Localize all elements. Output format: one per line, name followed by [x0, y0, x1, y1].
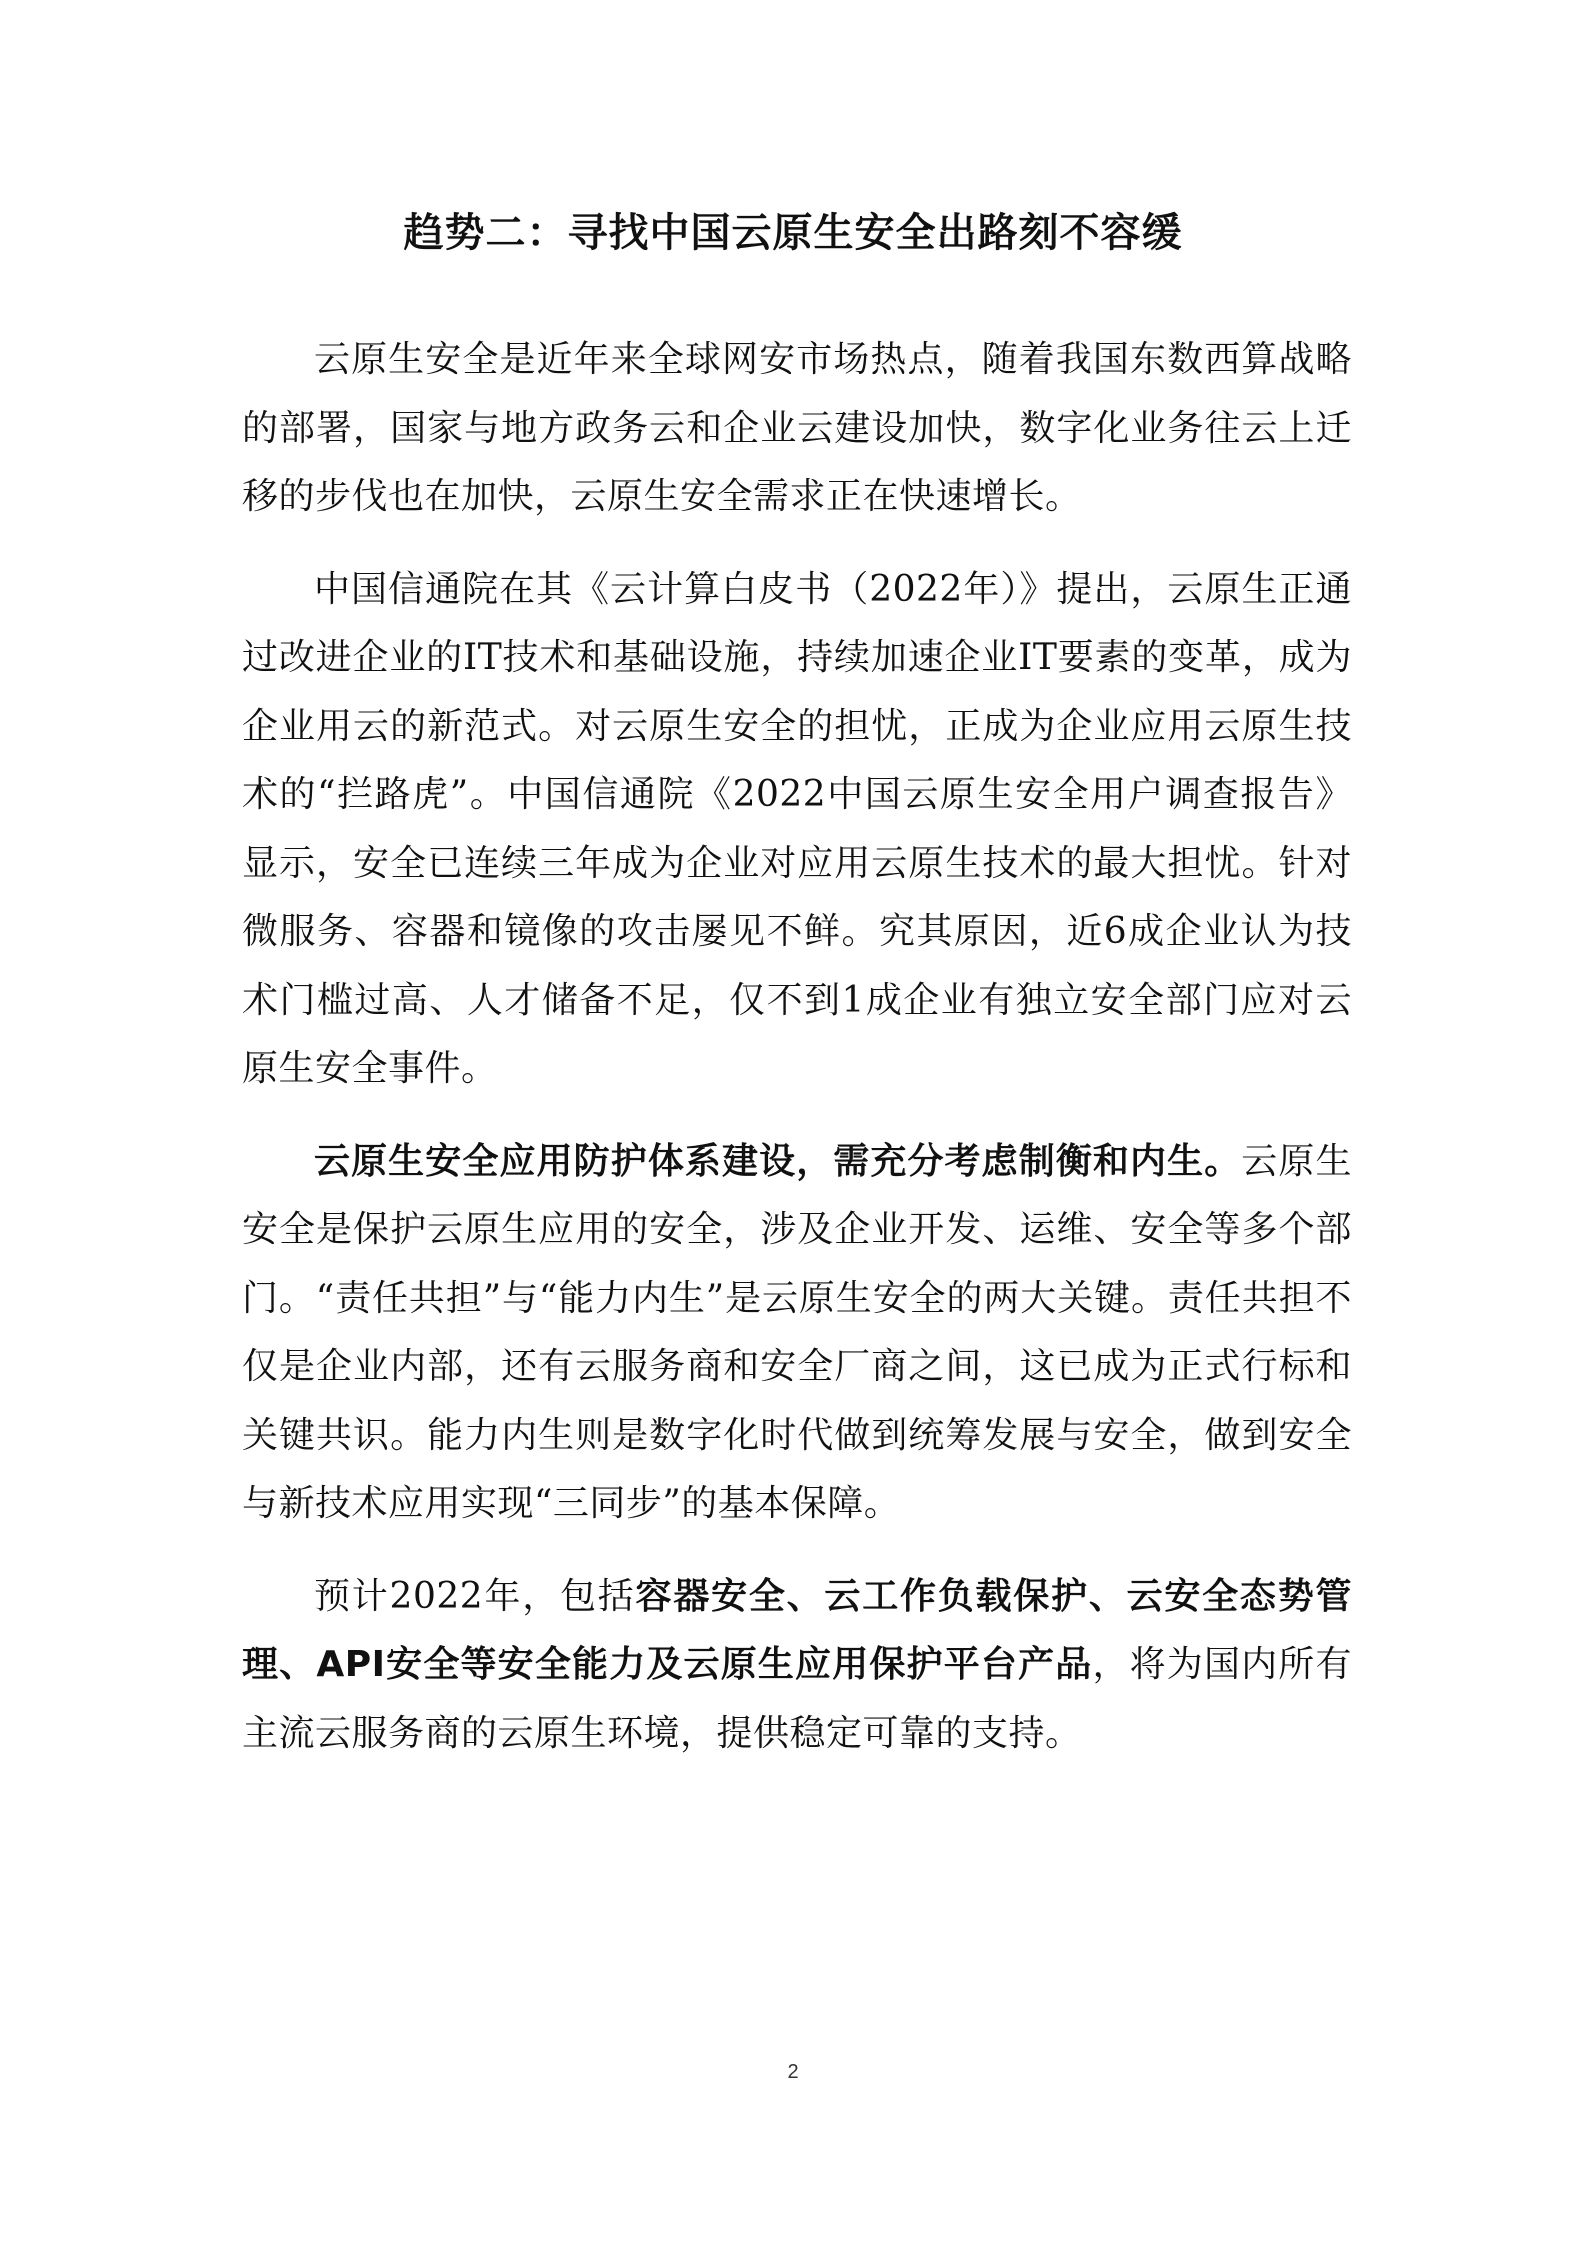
paragraph-4-text-end: ，将为国内所有主流云服务商的云原生环境，提供稳定可靠的支持。 [242, 1644, 1352, 1754]
paragraph-3-bold-lead: 云原生安全应用防护体系建设，需充分考虑制衡和内生。 [314, 1140, 1242, 1182]
paragraph-4-text-start: 预计2022年，包括 [314, 1575, 636, 1617]
document-body [242, 326, 1352, 1792]
paragraph-3 [242, 1128, 1352, 1539]
paragraph-4-bold-products: 容器安全、云工作负载保护、云安全态势管理、API安全等安全能力及云原生应用保护平台产品 [242, 1575, 1352, 1685]
paragraph-3-text: 云原生安全是保护云原生应用的安全，涉及企业开发、运维、安全等多个部门。“责任共担”与“能力内生”是云原生安全的两大关键。责任共担不仅是企业内部，还有云服务商和安全厂商之间，这已成为正式行标和关键共识。能力内生则是数字化时代做到统筹发展与安全，做到安全与新技术应用实现“三同步”的基本保障。 [242, 1140, 1352, 1524]
paragraph-4 [242, 1563, 1352, 1769]
page-title: 趋势二：寻找中国云原生安全出路刻不容缓 [403, 210, 1183, 256]
paragraph-2-text: 中国信通院在其《云计算白皮书（2022年）》提出，云原生正通过改进企业的IT技术和基础设施，持续加速企业IT要素的变革，成为企业用云的新范式。对云原生安全的担忧，正成为企业应用云原生技术的“拦路虎”。中国信通院《2022中国云原生安全用户调查报告》显示，安全已连续三年成为企业对应用云原生技术的最大担忧。针对微服务、容器和镜像的攻击屡见不鲜。究其原因，近6成企业认为技术门槛过高、人才储备不足，仅不到1成企业有独立安全部门应对云原生安全事件。 [242, 568, 1352, 1089]
paragraph-2 [242, 556, 1352, 1104]
paragraph-1-text: 云原生安全是近年来全球网安市场热点，随着我国东数西算战略的部署，国家与地方政务云和企业云建设加快，数字化业务往云上迁移的步伐也在加快，云原生安全需求正在快速增长。 [242, 339, 1352, 517]
page-number: 2 [787, 2061, 799, 2083]
paragraph-1 [242, 326, 1352, 532]
